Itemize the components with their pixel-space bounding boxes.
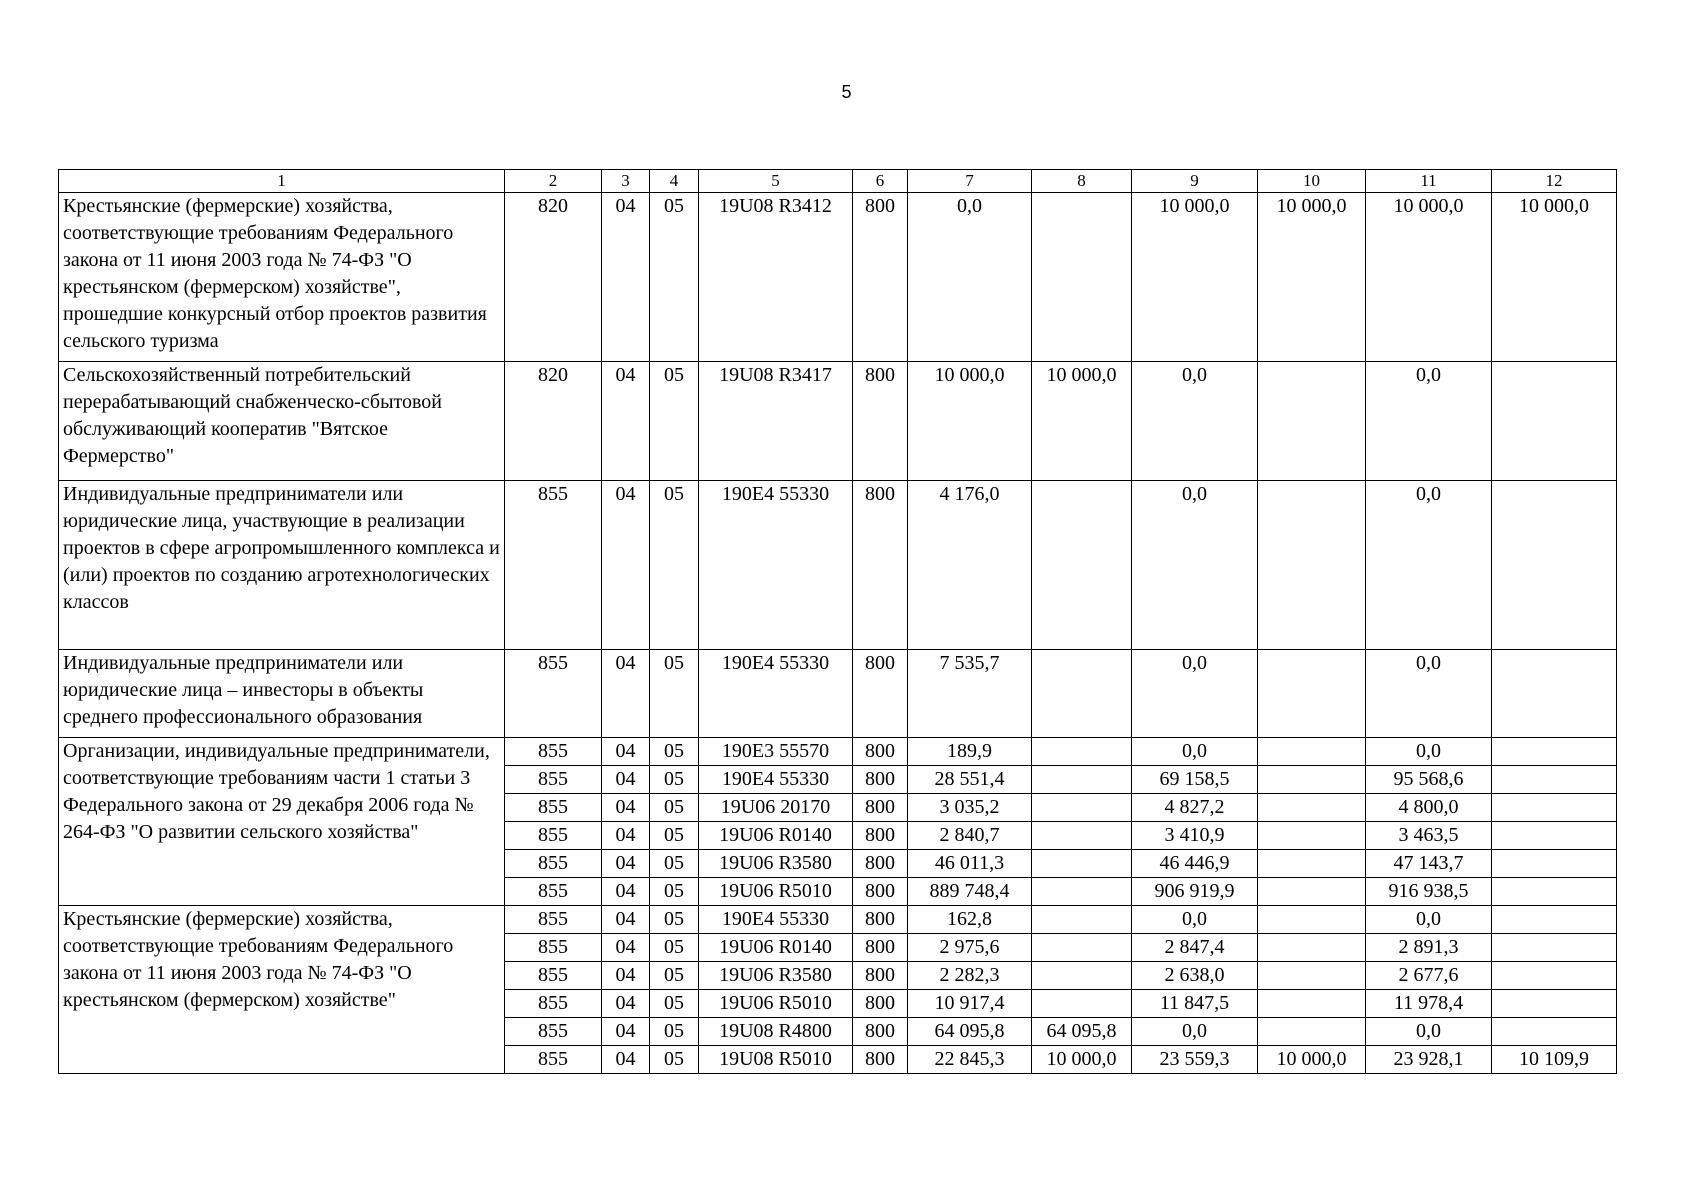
cell: 04 (602, 738, 650, 766)
cell (1492, 481, 1617, 650)
cell: 46 011,3 (908, 850, 1032, 878)
cell: 05 (650, 990, 699, 1018)
cell: 2 840,7 (908, 822, 1032, 850)
cell: 19U08 R3417 (699, 362, 853, 481)
cell: 04 (602, 850, 650, 878)
cell: 10 000,0 (1032, 1046, 1132, 1074)
column-header: 7 (908, 170, 1032, 193)
cell: 04 (602, 962, 650, 990)
cell: 0,0 (1132, 481, 1258, 650)
cell: 855 (505, 878, 602, 906)
cell (1258, 766, 1366, 794)
table-row (59, 738, 1617, 766)
cell: 2 677,6 (1366, 962, 1492, 990)
cell: 05 (650, 650, 699, 738)
cell: 47 143,7 (1366, 850, 1492, 878)
cell: 0,0 (1132, 1018, 1258, 1046)
cell: 3 410,9 (1132, 822, 1258, 850)
cell: 855 (505, 906, 602, 934)
table-row (59, 193, 1617, 362)
cell (1258, 738, 1366, 766)
cell (1492, 878, 1617, 906)
cell: 11 978,4 (1366, 990, 1492, 1018)
cell: 23 928,1 (1366, 1046, 1492, 1074)
cell: 800 (853, 1046, 908, 1074)
cell: 800 (853, 193, 908, 362)
column-header: 2 (505, 170, 602, 193)
cell (1492, 766, 1617, 794)
cell: 190E4 55330 (699, 766, 853, 794)
cell: 800 (853, 962, 908, 990)
cell: 19U08 R4800 (699, 1018, 853, 1046)
cell: 05 (650, 1046, 699, 1074)
cell (1032, 962, 1132, 990)
cell: 95 568,6 (1366, 766, 1492, 794)
cell: 19U06 20170 (699, 794, 853, 822)
column-header: 8 (1032, 170, 1132, 193)
cell (1492, 990, 1617, 1018)
cell (1258, 990, 1366, 1018)
cell: 05 (650, 738, 699, 766)
cell: 0,0 (1132, 650, 1258, 738)
cell: 800 (853, 934, 908, 962)
cell: 855 (505, 850, 602, 878)
cell: 855 (505, 650, 602, 738)
cell: 2 638,0 (1132, 962, 1258, 990)
cell: 800 (853, 878, 908, 906)
column-header: 1 (59, 170, 505, 193)
cell (1492, 738, 1617, 766)
cell: 800 (853, 481, 908, 650)
cell: 800 (853, 822, 908, 850)
cell: 0,0 (1132, 738, 1258, 766)
cell: 2 847,4 (1132, 934, 1258, 962)
cell: 04 (602, 481, 650, 650)
cell (1492, 362, 1617, 481)
cell (1492, 850, 1617, 878)
cell: 05 (650, 794, 699, 822)
cell: 10 109,9 (1492, 1046, 1617, 1074)
cell: 19U06 R5010 (699, 878, 853, 906)
cell: 19U06 R0140 (699, 822, 853, 850)
cell: 19U08 R5010 (699, 1046, 853, 1074)
cell: 800 (853, 990, 908, 1018)
cell: 0,0 (1366, 738, 1492, 766)
recipient-description: Организации, индивидуальные предприниматели, соответствующие требованиям части 1 статьи 3 Федерального закона от 29 декабря 2006 года № 264-ФЗ "О развитии сельского хозяйства" (59, 738, 505, 906)
cell: 4 827,2 (1132, 794, 1258, 822)
cell (1032, 822, 1132, 850)
cell: 19U06 R3580 (699, 962, 853, 990)
cell: 28 551,4 (908, 766, 1032, 794)
cell: 05 (650, 193, 699, 362)
cell: 05 (650, 822, 699, 850)
cell: 05 (650, 481, 699, 650)
table-row (59, 362, 1617, 481)
cell: 04 (602, 1046, 650, 1074)
column-header: 11 (1366, 170, 1492, 193)
table-row (59, 906, 1617, 934)
recipient-description: Крестьянские (фермерские) хозяйства, соответствующие требованиям Федерального закона от 11 июня 2003 года № 74-ФЗ "О крестьянском (фермерском) хозяйстве", прошедшие конкурсный отбор проектов развития сельского туризма (59, 193, 505, 362)
cell (1032, 878, 1132, 906)
column-header: 9 (1132, 170, 1258, 193)
cell: 05 (650, 766, 699, 794)
cell: 05 (650, 362, 699, 481)
column-header: 10 (1258, 170, 1366, 193)
cell: 855 (505, 1046, 602, 1074)
header-row (59, 170, 1617, 193)
cell (1032, 794, 1132, 822)
cell: 64 095,8 (908, 1018, 1032, 1046)
cell (1258, 878, 1366, 906)
cell: 855 (505, 481, 602, 650)
cell: 800 (853, 738, 908, 766)
cell: 19U06 R3580 (699, 850, 853, 878)
cell: 800 (853, 794, 908, 822)
cell: 189,9 (908, 738, 1032, 766)
cell: 3 035,2 (908, 794, 1032, 822)
cell: 0,0 (1366, 481, 1492, 650)
cell: 855 (505, 1018, 602, 1046)
cell: 820 (505, 362, 602, 481)
cell: 800 (853, 766, 908, 794)
cell: 855 (505, 962, 602, 990)
cell: 800 (853, 1018, 908, 1046)
cell: 916 938,5 (1366, 878, 1492, 906)
cell (1492, 962, 1617, 990)
cell: 05 (650, 906, 699, 934)
cell: 04 (602, 1018, 650, 1046)
cell (1258, 794, 1366, 822)
cell: 4 176,0 (908, 481, 1032, 650)
cell: 0,0 (1366, 650, 1492, 738)
column-header: 6 (853, 170, 908, 193)
cell (1258, 822, 1366, 850)
cell: 04 (602, 766, 650, 794)
cell: 855 (505, 990, 602, 1018)
cell: 855 (505, 822, 602, 850)
cell: 04 (602, 650, 650, 738)
cell: 10 000,0 (1258, 1046, 1366, 1074)
cell: 855 (505, 934, 602, 962)
cell: 0,0 (908, 193, 1032, 362)
cell: 69 158,5 (1132, 766, 1258, 794)
cell (1258, 934, 1366, 962)
column-header: 5 (699, 170, 853, 193)
cell: 0,0 (1366, 906, 1492, 934)
cell (1032, 766, 1132, 794)
recipient-description: Индивидуальные предприниматели или юридические лица, участвующие в реализации проектов в сфере агропромышленного комплекса и (или) проектов по созданию агротехнологических классов (59, 481, 505, 650)
cell: 855 (505, 794, 602, 822)
cell (1258, 962, 1366, 990)
column-header: 3 (602, 170, 650, 193)
cell: 0,0 (1132, 906, 1258, 934)
cell: 10 000,0 (1366, 193, 1492, 362)
cell: 0,0 (1132, 362, 1258, 481)
cell (1032, 850, 1132, 878)
cell: 906 919,9 (1132, 878, 1258, 906)
cell: 46 446,9 (1132, 850, 1258, 878)
cell: 4 800,0 (1366, 794, 1492, 822)
cell (1032, 990, 1132, 1018)
cell: 800 (853, 850, 908, 878)
cell (1492, 650, 1617, 738)
cell: 190E4 55330 (699, 650, 853, 738)
cell: 800 (853, 650, 908, 738)
cell: 05 (650, 962, 699, 990)
cell: 162,8 (908, 906, 1032, 934)
cell (1032, 738, 1132, 766)
cell: 04 (602, 934, 650, 962)
cell: 855 (505, 738, 602, 766)
cell: 05 (650, 878, 699, 906)
table-row (59, 650, 1617, 738)
table-row (59, 481, 1617, 650)
cell: 11 847,5 (1132, 990, 1258, 1018)
cell: 19U06 R5010 (699, 990, 853, 1018)
cell: 190E3 55570 (699, 738, 853, 766)
cell (1032, 906, 1132, 934)
cell: 10 000,0 (1258, 193, 1366, 362)
cell: 855 (505, 766, 602, 794)
cell: 10 000,0 (1032, 362, 1132, 481)
cell: 04 (602, 794, 650, 822)
cell (1032, 650, 1132, 738)
cell: 04 (602, 990, 650, 1018)
recipient-description: Крестьянские (фермерские) хозяйства, соответствующие требованиям Федерального закона от 11 июня 2003 года № 74-ФЗ "О крестьянском (фермерском) хозяйстве" (59, 906, 505, 1074)
cell (1492, 822, 1617, 850)
cell: 04 (602, 878, 650, 906)
column-header: 12 (1492, 170, 1617, 193)
cell: 05 (650, 1018, 699, 1046)
cell: 05 (650, 934, 699, 962)
cell: 23 559,3 (1132, 1046, 1258, 1074)
recipient-description: Сельскохозяйственный потребительский перерабатывающий снабженческо-сбытовой обслуживающий кооператив "Вятское Фермерство" (59, 362, 505, 481)
cell: 04 (602, 193, 650, 362)
cell (1492, 934, 1617, 962)
column-header: 4 (650, 170, 699, 193)
page-number: 5 (841, 82, 852, 102)
cell: 19U08 R3412 (699, 193, 853, 362)
cell: 22 845,3 (908, 1046, 1032, 1074)
cell: 64 095,8 (1032, 1018, 1132, 1046)
cell (1032, 934, 1132, 962)
cell (1492, 794, 1617, 822)
cell: 2 282,3 (908, 962, 1032, 990)
cell: 800 (853, 362, 908, 481)
cell (1258, 1018, 1366, 1046)
cell: 889 748,4 (908, 878, 1032, 906)
cell: 190E4 55330 (699, 481, 853, 650)
cell: 0,0 (1366, 362, 1492, 481)
cell: 0,0 (1366, 1018, 1492, 1046)
cell: 2 975,6 (908, 934, 1032, 962)
recipient-description: Индивидуальные предприниматели или юридические лица – инвесторы в объекты среднего профессионального образования (59, 650, 505, 738)
cell (1258, 850, 1366, 878)
cell: 10 000,0 (1492, 193, 1617, 362)
cell: 3 463,5 (1366, 822, 1492, 850)
cell (1258, 906, 1366, 934)
cell: 820 (505, 193, 602, 362)
cell: 10 000,0 (908, 362, 1032, 481)
cell (1032, 193, 1132, 362)
cell: 19U06 R0140 (699, 934, 853, 962)
cell (1258, 481, 1366, 650)
cell: 10 000,0 (1132, 193, 1258, 362)
cell (1258, 650, 1366, 738)
cell: 2 891,3 (1366, 934, 1492, 962)
cell: 190E4 55330 (699, 906, 853, 934)
cell (1492, 906, 1617, 934)
cell: 10 917,4 (908, 990, 1032, 1018)
cell: 05 (650, 850, 699, 878)
cell: 7 535,7 (908, 650, 1032, 738)
cell: 04 (602, 906, 650, 934)
cell: 04 (602, 822, 650, 850)
cell (1032, 481, 1132, 650)
cell (1492, 1018, 1617, 1046)
cell: 04 (602, 362, 650, 481)
cell: 800 (853, 906, 908, 934)
budget-table (58, 169, 1617, 1074)
cell (1258, 362, 1366, 481)
